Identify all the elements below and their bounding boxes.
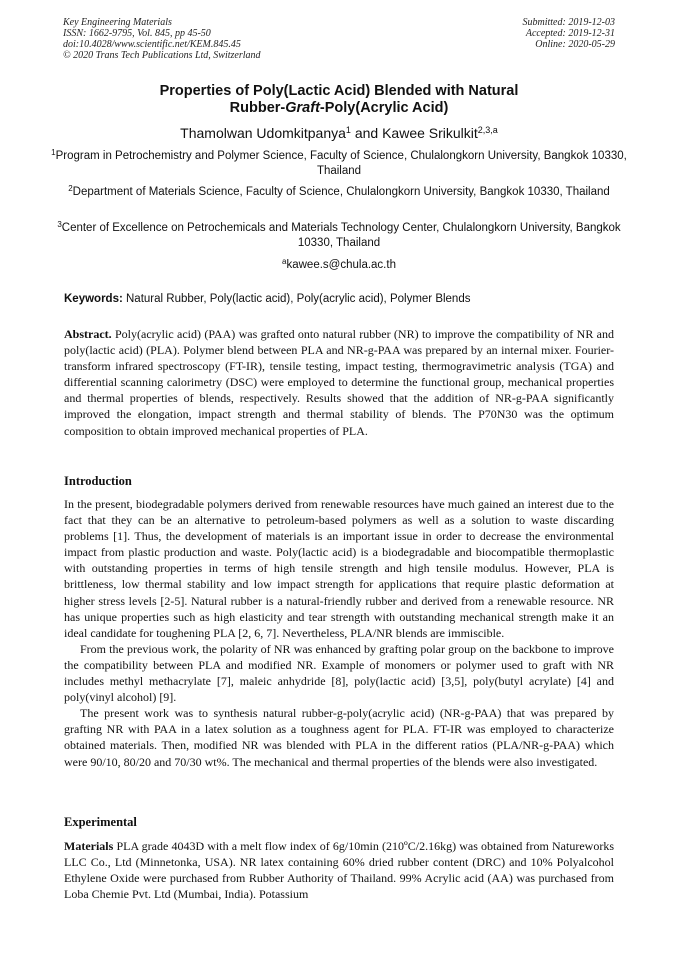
email-address[interactable]: kawee.s@chula.ac.th — [286, 259, 396, 271]
accepted-date: Accepted: 2019-12-31 — [525, 28, 615, 39]
journal-doi[interactable]: doi:10.4028/www.scientific.net/KEM.845.45 — [63, 39, 241, 50]
keywords-text: Natural Rubber, Poly(lactic acid), Poly(acrylic acid), Polymer Blends — [122, 293, 471, 305]
introduction-paragraph-1: In the present, biodegradable polymers derived from renewable resources have much gained an interest due to the fact that they can be an alternative to petroleum-based polymers as well as a solution to waste discarding problems [1]. Thus, the development of materials is an important issue in order to decrease the environmental impact from plastic production and waste. Poly(lactic acid) is a biodegradable and biocompatible thermoplastic with outstanding properties in terms of high tensile strength and high tensile modulus. However, PLA is brittleness, low thermal stability and low impact strength for applications that require plastic deformation at higher stress levels [2-5]. Natural rubber is a natural-friendly rubber and derived from a renewable resource. NR has unique properties such as high elasticity and tear strength with outstanding mechanical strength make it an ideal candidate for toughening PLA [2, 6, 7]. Nevertheless, PLA/NR blends are immiscible. — [64, 497, 614, 640]
journal-info — [63, 17, 261, 61]
affiliation-text: Center of Excellence on Petrochemicals and Materials Technology Center, Chulalongkorn University, Bangkok 10330, Thailand — [61, 222, 621, 249]
introduction-paragraph-3: The present work was to synthesis natural rubber-g-poly(acrylic acid) (NR-g-PAA) that was prepared by grafting NR with PAA in a latex solution as a toughness agent for PLA. FT-IR was employed to characterize obtained materials. Then, modified NR was blended with PLA in the different ratios (PLA/NR-g-PAA) which were 90/10, 80/20 and 70/30 wt%. The mechanical and thermal properties of the blends were also investigated. — [64, 706, 614, 769]
author-joiner: and — [350, 125, 383, 141]
experimental-heading: Experimental — [64, 815, 137, 829]
materials-text: PLA grade 4043D with a melt flow index of 6g/10min (210ºC/2.16kg) was obtained from Natureworks LLC Co., Ltd (Minnetonka, USA). NR latex containing 60% dried rubber content (DRC) and 10% Polyalcohol Ethylene Oxide were purchased from Rubber Authority of Thailand. 99% Acrylic acid (AA) was purchased from Loba Chemie Pvt. Ltd (Mumbai, India). Potassium — [64, 839, 614, 902]
affiliation-mark: 2 — [68, 184, 73, 193]
affiliation-2 — [50, 185, 628, 200]
author-affiliation-mark: 1 — [345, 125, 351, 135]
email-mark: a — [282, 257, 287, 266]
introduction-body — [64, 496, 614, 770]
materials-label: Materials — [64, 839, 114, 853]
abstract-text: Poly(acrylic acid) (PAA) was grafted onto natural rubber (NR) to improve the compatibility of NR and poly(lactic acid) (PLA). Polymer blend between PLA and NR-g-PAA was prepared by an internal mixer. Fourier-transform infrared spectroscopy (FT-IR), tensile testing, impact testing, thermogravimetric analysis (TGA) and differential scanning calorimetry (DSC) were employed to determine the functional group, mechanical properties and thermal properties of blends, respectively. Results showed that the addition of NR-g-PAA significantly improved the elongation, impact strength and thermal stability of blends. The P70N30 was the optimum composition to obtain improved mechanical properties of PLA. — [64, 327, 614, 438]
title-part: -Poly(Acrylic Acid) — [319, 100, 449, 116]
affiliation-1 — [50, 149, 628, 179]
online-date: Online: 2020-05-29 — [535, 39, 615, 50]
title-line-1: Properties of Poly(Lactic Acid) Blended with Natural — [159, 83, 519, 99]
publication-dates — [523, 17, 616, 50]
journal-copyright: © 2020 Trans Tech Publications Ltd, Switzerland — [63, 50, 261, 61]
affiliation-text: Department of Materials Science, Faculty of Science, Chulalongkorn University, Bangkok 10330, Thailand — [72, 186, 610, 198]
keywords-label: Keywords: — [64, 293, 123, 305]
journal-issn: ISSN: 1662-9795, Vol. 845, pp 45-50 — [63, 28, 211, 39]
journal-name: Key Engineering Materials — [63, 17, 172, 28]
affiliation-mark: 3 — [57, 220, 62, 229]
paper-title — [40, 83, 638, 117]
keywords — [64, 292, 616, 306]
introduction-paragraph-2: From the previous work, the polarity of NR was enhanced by grafting polar group on the backbone to improve the compatibility between PLA and modified NR. Example of monomers or polymer used to graft with NR includes methyl methacrylate [7], maleic anhydride [8], poly(lactic acid) [3,5], poly(butyl acrylate) [4] and poly(vinyl alcohol) [9]. — [64, 641, 614, 705]
affiliation-text: Program in Petrochemistry and Polymer Science, Faculty of Science, Chulalongkorn University, Bangkok 10330, Thailand — [55, 150, 627, 177]
corresponding-email — [50, 258, 628, 273]
introduction-heading: Introduction — [64, 474, 132, 488]
materials-paragraph — [64, 838, 614, 902]
author-list — [40, 125, 638, 142]
abstract-label: Abstract. — [64, 327, 112, 341]
author-name: Thamolwan Udomkitpanya — [180, 125, 346, 141]
affiliation-3 — [50, 221, 628, 251]
title-line-2 — [40, 100, 638, 117]
title-part: Rubber- — [229, 100, 286, 116]
title-italic-part: Graft — [285, 100, 320, 116]
affiliation-mark: 1 — [51, 148, 56, 157]
submitted-date: Submitted: 2019-12-03 — [522, 17, 615, 28]
author-affiliation-mark: 2,3,a — [477, 125, 498, 135]
author-name: Kawee Srikulkit — [382, 125, 478, 141]
abstract — [64, 326, 614, 439]
